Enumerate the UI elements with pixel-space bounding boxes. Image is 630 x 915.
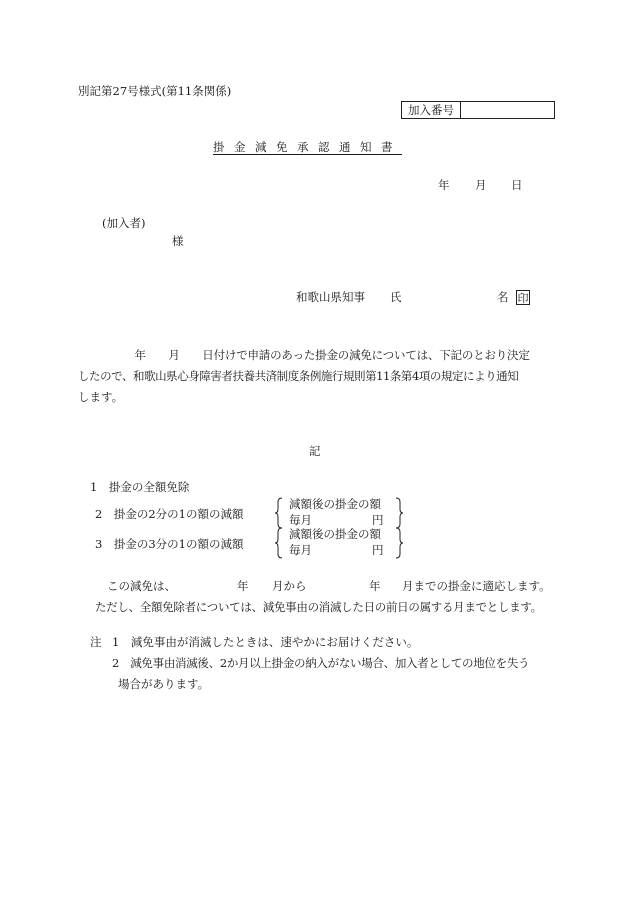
notes-label: 注 [90, 635, 102, 649]
member-number-label: 加入番号 [402, 102, 461, 118]
member-number-box [401, 101, 555, 119]
ki-heading: 記 [309, 444, 321, 458]
period-start-month: 月から [272, 579, 307, 593]
third-reduction-monthly: 毎月 [289, 543, 312, 557]
third-reduction-amount-label: 減額後の掛金の額 [289, 527, 381, 541]
issuer-title: 和歌山県知事 [296, 290, 365, 304]
half-reduction-monthly: 毎月 [289, 513, 312, 527]
issuer-mei: 名 [497, 290, 509, 304]
date-day: 日 [511, 178, 523, 192]
issuer-shi: 氏 [390, 290, 402, 304]
seal-stamp: 印 [517, 291, 529, 305]
item-full-exemption: 1 掛金の全額免除 [90, 480, 190, 494]
period-proviso: ただし、全額免除者については、減免事由の消滅した日の前日の属する月までとします。 [95, 600, 542, 614]
member-number-field[interactable] [461, 102, 554, 118]
body-line-1: 年 月 日付けで申請のあった掛金の減免については、下記のとおり決定 [78, 348, 530, 362]
body-line-2: したので、和歌山県心身障害者扶養共済制度条例施行規則第11条第4項の規定により通知 [78, 369, 519, 383]
note-1: 1 減免事由が消滅したときは、速やかにお届けください。 [112, 635, 419, 649]
date-month: 月 [475, 178, 487, 192]
notice-body [78, 345, 556, 408]
recipient-label: (加入者) [102, 216, 146, 230]
half-reduction-amount-label: 減額後の掛金の額 [289, 497, 381, 511]
third-reduction-yen: 円 [372, 543, 384, 557]
body-line-3: します。 [78, 390, 124, 404]
half-reduction-yen: 円 [372, 513, 384, 527]
note-2-continued: 場合があります。 [118, 677, 210, 691]
date-year: 年 [438, 178, 450, 192]
item-half-reduction: 2 掛金の2分の1の額の減額 [95, 507, 244, 521]
document-title: 掛金減免承認通知書 [213, 140, 402, 154]
recipient-honorific: 様 [172, 234, 184, 248]
item-third-reduction: 3 掛金の3分の1の額の減額 [95, 537, 244, 551]
note-2: 2 減免事由消滅後、2か月以上掛金の納入がない場合、加入者としての地位を失う [112, 656, 530, 670]
period-start-year: 年 [237, 579, 249, 593]
form-label: 別記第27号様式(第11条関係) [78, 84, 232, 98]
period-end-month: 月までの掛金に適応します。 [402, 579, 551, 593]
period-end-year: 年 [369, 579, 381, 593]
period-intro: この減免は、 [107, 579, 176, 593]
